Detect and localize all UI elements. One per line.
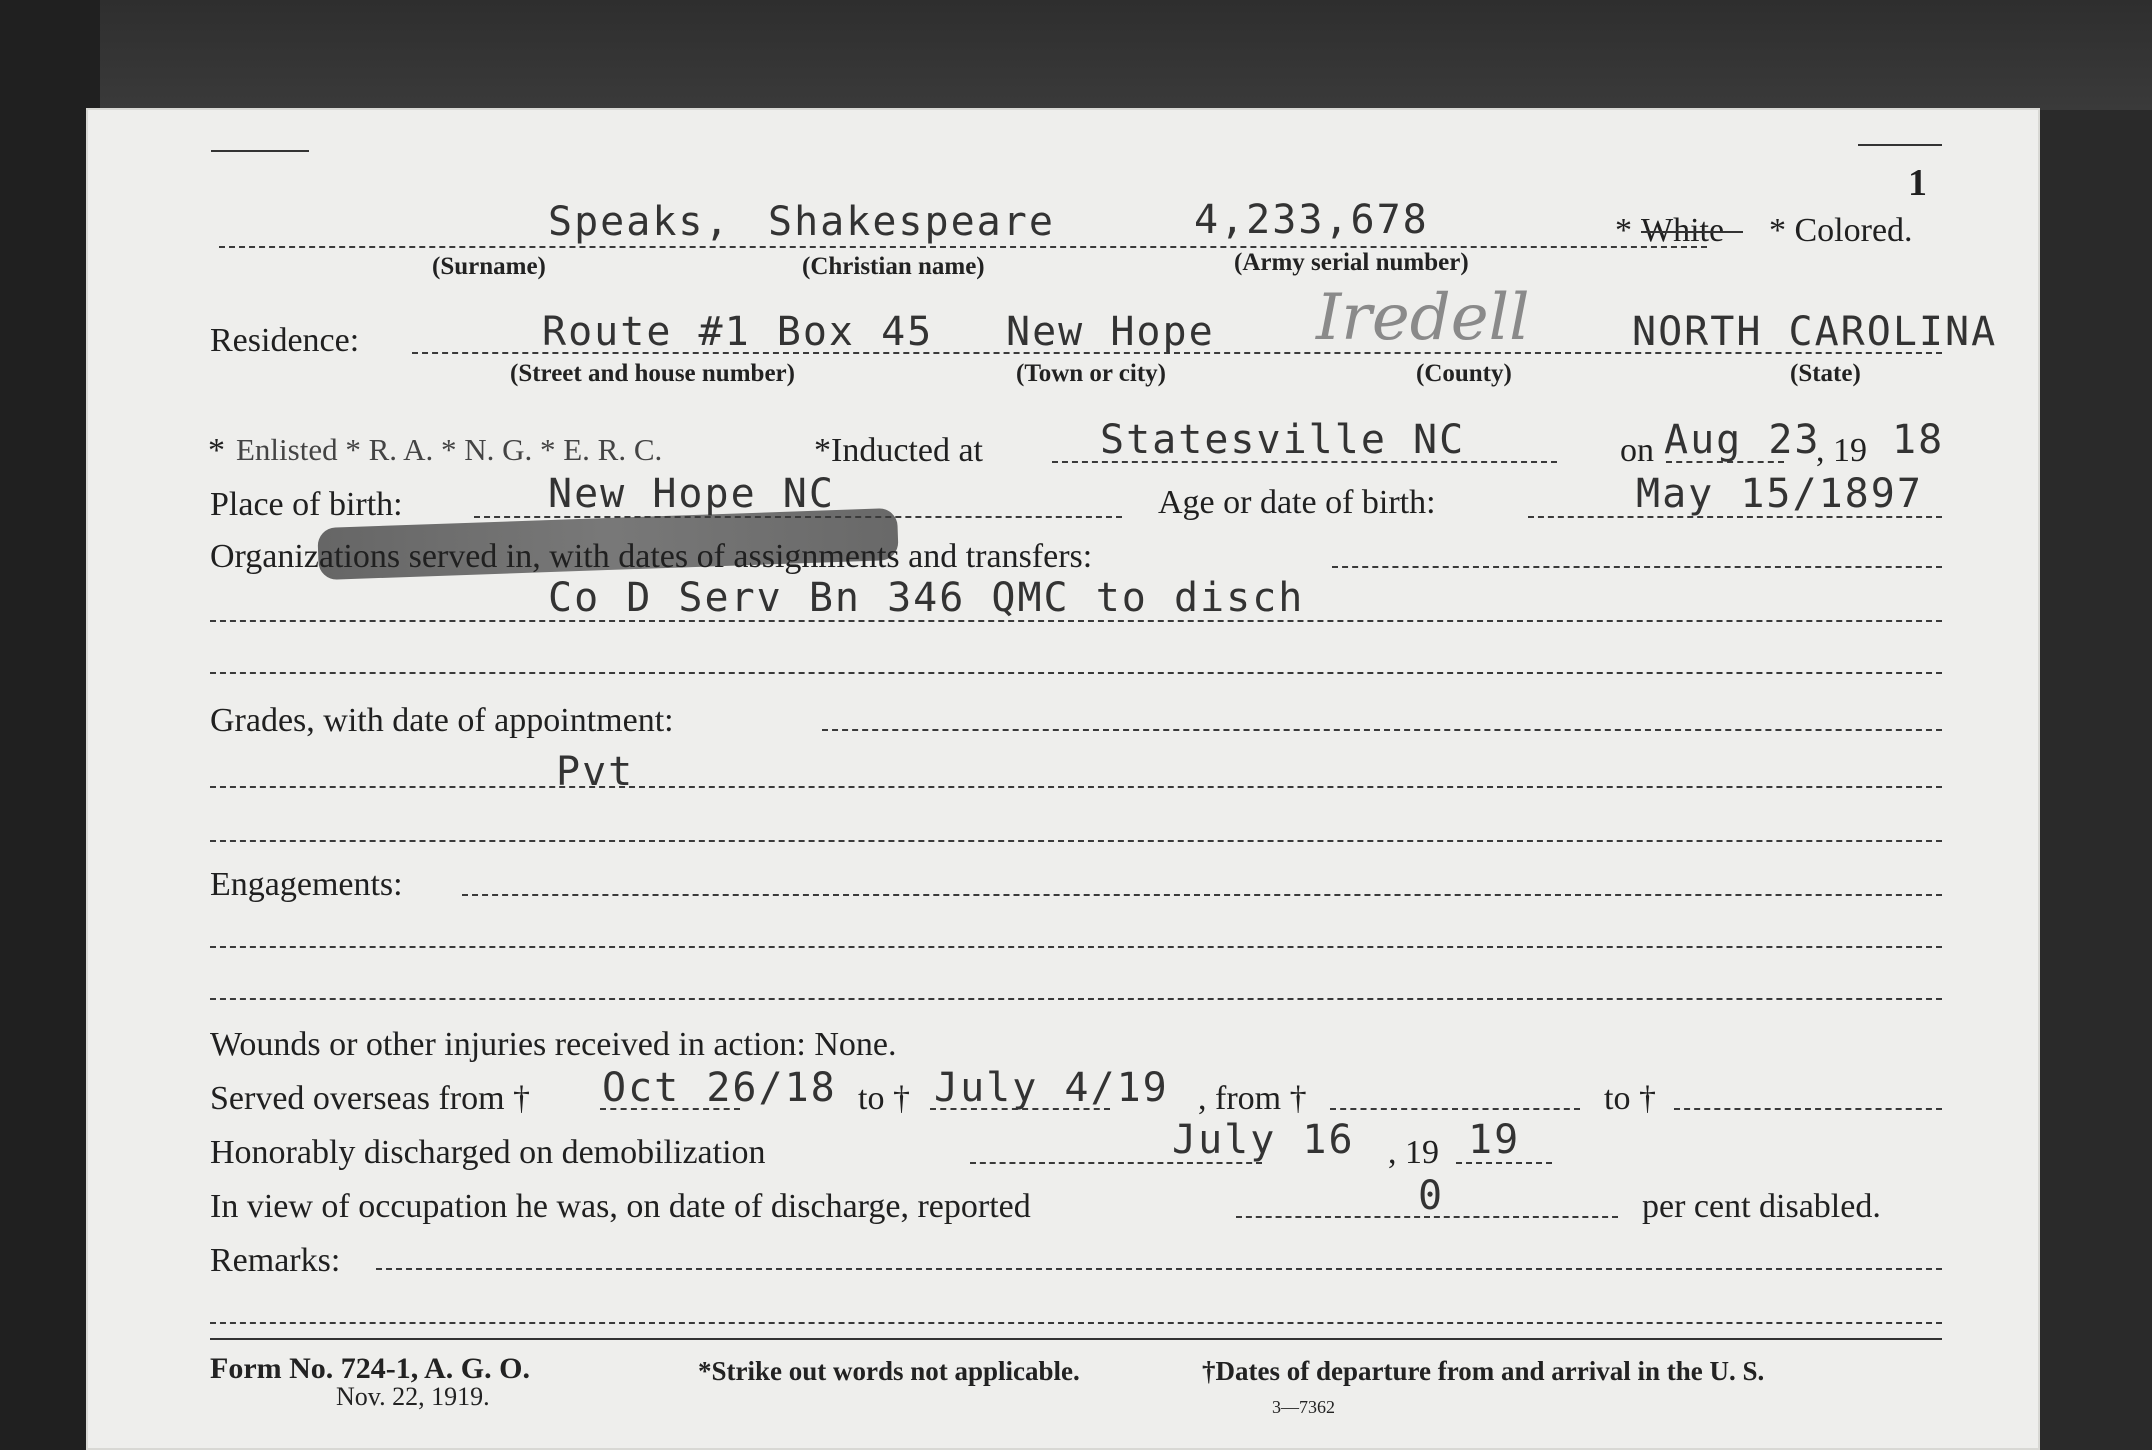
age-label: Age or date of birth: xyxy=(1158,484,1436,521)
grades-line-2 xyxy=(210,786,1942,788)
caption-county: (County) xyxy=(1416,360,1512,387)
race-white-struck: White xyxy=(1641,212,1725,249)
inducted-year-value: 18 xyxy=(1892,417,1945,463)
remarks-label: Remarks: xyxy=(210,1242,341,1279)
serial-number-value: 4,233,678 xyxy=(1194,197,1429,243)
service-record-card xyxy=(86,108,2040,1450)
race-colored: * Colored. xyxy=(1769,212,1913,249)
town-value: New Hope xyxy=(1006,309,1215,355)
dates-note: †Dates of departure from and arrival in the U. S. xyxy=(1202,1356,1765,1386)
organizations-line-3 xyxy=(210,672,1942,674)
caption-town: (Town or city) xyxy=(1016,360,1166,387)
caption-surname: (Surname) xyxy=(432,253,546,280)
scanner-background-top xyxy=(0,0,2152,110)
caption-serial: (Army serial number) xyxy=(1234,249,1469,276)
on-label: on xyxy=(1620,432,1654,469)
discharge-year-value: 19 xyxy=(1468,1117,1521,1163)
discharge-year-prefix: , 19 xyxy=(1388,1134,1439,1171)
top-right-rule xyxy=(1858,144,1942,146)
engagements-line-2 xyxy=(210,946,1942,948)
enlisted-options-struck: Enlisted * R. A. * N. G. * E. R. C. xyxy=(236,432,663,467)
street-value: Route #1 Box 45 xyxy=(542,309,934,355)
name-line xyxy=(219,246,1707,248)
grade-value: Pvt xyxy=(556,749,635,795)
discharge-date-value: July 16 xyxy=(1172,1117,1355,1163)
remarks-line-1 xyxy=(376,1268,1942,1270)
overseas-from-label: Served overseas from † xyxy=(210,1080,531,1117)
engagements-line-3 xyxy=(210,998,1942,1000)
footer-rule xyxy=(210,1338,1942,1340)
print-code: 3—7362 xyxy=(1272,1397,1335,1417)
caption-state: (State) xyxy=(1790,360,1861,387)
race-white-strikeout xyxy=(1641,231,1743,233)
grades-line-1 xyxy=(822,729,1942,731)
remarks-line-2 xyxy=(210,1322,1942,1324)
christian-name-value: Shakespeare xyxy=(768,199,1055,245)
county-value-handwritten: Iredell xyxy=(1316,281,1530,355)
enlisted-asterisk: * xyxy=(208,432,225,469)
organizations-line-1 xyxy=(1332,566,1942,568)
organizations-label: Organizations served in, with dates of assignments and transfers: xyxy=(210,538,1093,575)
discharge-label: Honorably discharged on demobilization xyxy=(210,1134,766,1171)
disability-value: 0 xyxy=(1418,1173,1445,1219)
birth-place-label: Place of birth: xyxy=(210,486,403,523)
inducted-label: *Inducted at xyxy=(814,432,983,469)
wounds-label: Wounds or other injuries received in action: None. xyxy=(210,1026,897,1063)
inducted-date-value: Aug 23 xyxy=(1664,417,1821,463)
race-asterisk: * xyxy=(1615,212,1632,249)
scanner-background-left xyxy=(0,0,100,1450)
grades-line-3 xyxy=(210,840,1942,842)
residence-label: Residence: xyxy=(210,322,360,359)
second-from-label: , from † xyxy=(1198,1080,1307,1117)
overseas-to-label: to † xyxy=(858,1080,910,1117)
organization-value: Co D Serv Bn 346 QMC to disch xyxy=(548,575,1305,621)
second-to-label: to † xyxy=(1604,1080,1656,1117)
caption-christian-name: (Christian name) xyxy=(802,253,985,280)
engagements-line-1 xyxy=(462,894,1942,896)
second-to-line xyxy=(1674,1108,1942,1110)
form-date: Nov. 22, 1919. xyxy=(336,1382,490,1411)
state-value: NORTH CAROLINA xyxy=(1632,309,1998,355)
form-number: Form No. 724-1, A. G. O. xyxy=(210,1352,530,1385)
inducted-year-prefix: , 19 xyxy=(1816,432,1867,469)
grades-label: Grades, with date of appointment: xyxy=(210,702,674,739)
disability-label: In view of occupation he was, on date of discharge, reported xyxy=(210,1188,1031,1225)
disability-suffix: per cent disabled. xyxy=(1642,1188,1881,1225)
overseas-from-value: Oct 26/18 xyxy=(602,1065,837,1111)
surname-value: Speaks, xyxy=(548,199,731,245)
caption-street: (Street and house number) xyxy=(510,360,795,387)
birth-place-value: New Hope NC xyxy=(548,471,835,517)
page-number: 1 xyxy=(1908,162,1927,204)
strike-note: *Strike out words not applicable. xyxy=(698,1356,1080,1386)
second-from-line xyxy=(1330,1108,1580,1110)
engagements-label: Engagements: xyxy=(210,866,403,903)
birth-date-value: May 15/1897 xyxy=(1636,471,1923,517)
overseas-to-value: July 4/19 xyxy=(934,1065,1169,1111)
inducted-place-value: Statesville NC xyxy=(1100,417,1466,463)
top-left-rule xyxy=(211,150,309,152)
